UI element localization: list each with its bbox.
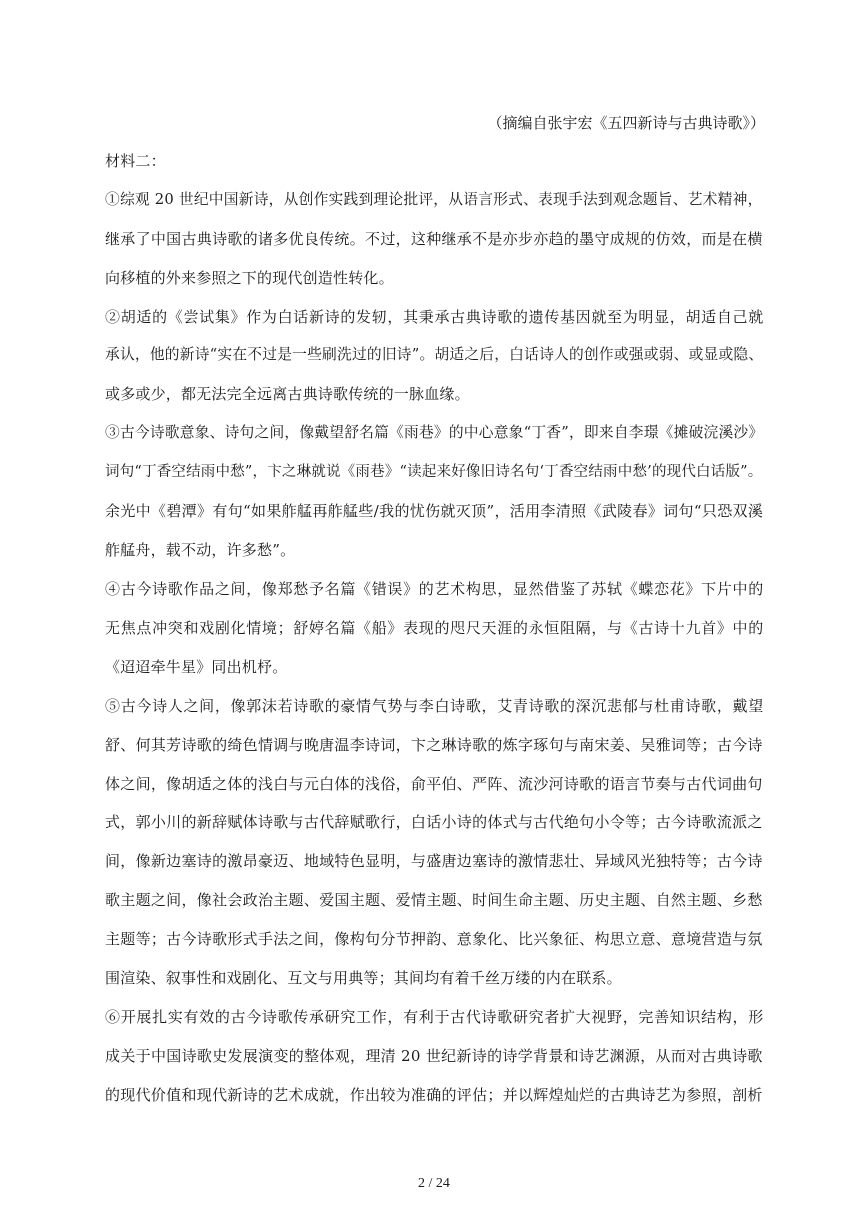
text-line: 舴艋舟，载不动，许多愁”。	[105, 541, 296, 559]
text-line: 词句“丁香空结雨中愁”，卞之琳就说《雨巷》“读起来好像旧诗名句‘丁香空结雨中愁’的现代白话版”。	[105, 464, 763, 480]
text-line: 无焦点冲突和戏剧化情境；舒婷名篇《船》表现的咫尺天涯的永恒阻隔，与《古诗十九首》中的	[105, 619, 764, 637]
text-line: 主题等；古今诗歌形式手法之间，像构句分节押韵、意象化、比兴象征、构思立意、意境营造与氛	[105, 930, 763, 948]
text-line: 继承了中国古典诗歌的诸多优良传统。不过，这种继承不是亦步亦趋的墨守成规的仿效，而是在横	[105, 230, 763, 248]
text-line: 《迢迢牵牛星》同出机杼。	[105, 658, 288, 676]
text-line: 围渲染、叙事性和戏剧化、互文与用典等；其间均有着千丝万缕的内在联系。	[105, 969, 622, 987]
text-line: 的现代价值和现代新诗的艺术成就，作出较为准确的评估；并以辉煌灿烂的古典诗艺为参照，剖析	[105, 1086, 763, 1104]
text-line: 间，像新边塞诗的激昂豪迈、地域特色显明，与盛唐边塞诗的激情悲壮、异域风光独特等；古今诗	[105, 852, 763, 870]
text-line: 承认，他的新诗“实在不过是一些刷洗过的旧诗”。胡适之后，白话诗人的创作或强或弱、或显或隐、	[105, 346, 764, 363]
text-line: 成关于中国诗歌史发展演变的整体观，理清 20 世纪新诗的诗学背景和诗艺渊源，从而对古典诗歌	[105, 1047, 763, 1065]
text-line: 歌主题之间，像社会政治主题、爱国主题、爱情主题、时间生命主题、历史主题、自然主题、乡愁	[105, 891, 763, 909]
text-line: ⑤古今诗人之间，像郭沫若诗歌的豪情气势与李白诗歌，艾青诗歌的深沉悲郁与杜甫诗歌，戴望	[105, 697, 764, 715]
source-citation: （摘编自张宇宏《五四新诗与古典诗歌》）	[487, 114, 765, 132]
text-line: 余光中《碧潭》有句“如果舴艋再舴艋些/我的忧伤就灭顶”，活用李清照《武陵春》词句“只恐双溪	[105, 502, 764, 520]
text-line: ①综观 20 世纪中国新诗，从创作实践到理论批评，从语言形式、表现手法到观念题旨、艺术精神，	[105, 191, 763, 208]
text-line: 向移植的外来参照之下的现代创造性转化。	[105, 269, 394, 287]
text-line: ②胡适的《尝试集》作为白话新诗的发轫，其秉承古典诗歌的遗传基因就至为明显，胡适自己就	[105, 308, 764, 326]
text-line: 式，郭小川的新辞赋体诗歌与古代辞赋歌行，白话小诗的体式与古代绝句小令等；古今诗歌流派之	[105, 813, 763, 831]
text-line: ③古今诗歌意象、诗句之间，像戴望舒名篇《雨巷》的中心意象“丁香”，即来自李璟《摊破浣溪沙》	[105, 424, 764, 441]
text-line: 或多或少，都无法完全远离古典诗歌传统的一脉血缘。	[105, 385, 470, 403]
text-line: ④古今诗歌作品之间，像郑愁予名篇《错误》的艺术构思，显然借鉴了苏轼《蝶恋花》下片中的	[105, 580, 764, 598]
text-line: 舒、何其芳诗歌的绮色情调与晚唐温李诗词，卞之琳诗歌的炼字琢句与南宋姜、吴雅词等；古今诗	[105, 736, 763, 754]
text-line: 体之间，像胡适之体的浅白与元白体的浅俗，俞平伯、严阵、流沙河诗歌的语言节奏与古代词曲句	[105, 775, 763, 793]
text-line: ⑥开展扎实有效的古今诗歌传承研究工作，有利于古代诗歌研究者扩大视野，完善知识结构，形	[105, 1008, 764, 1026]
section-heading: 材料二：	[105, 152, 166, 170]
page-number: 2 / 24	[418, 1176, 450, 1191]
